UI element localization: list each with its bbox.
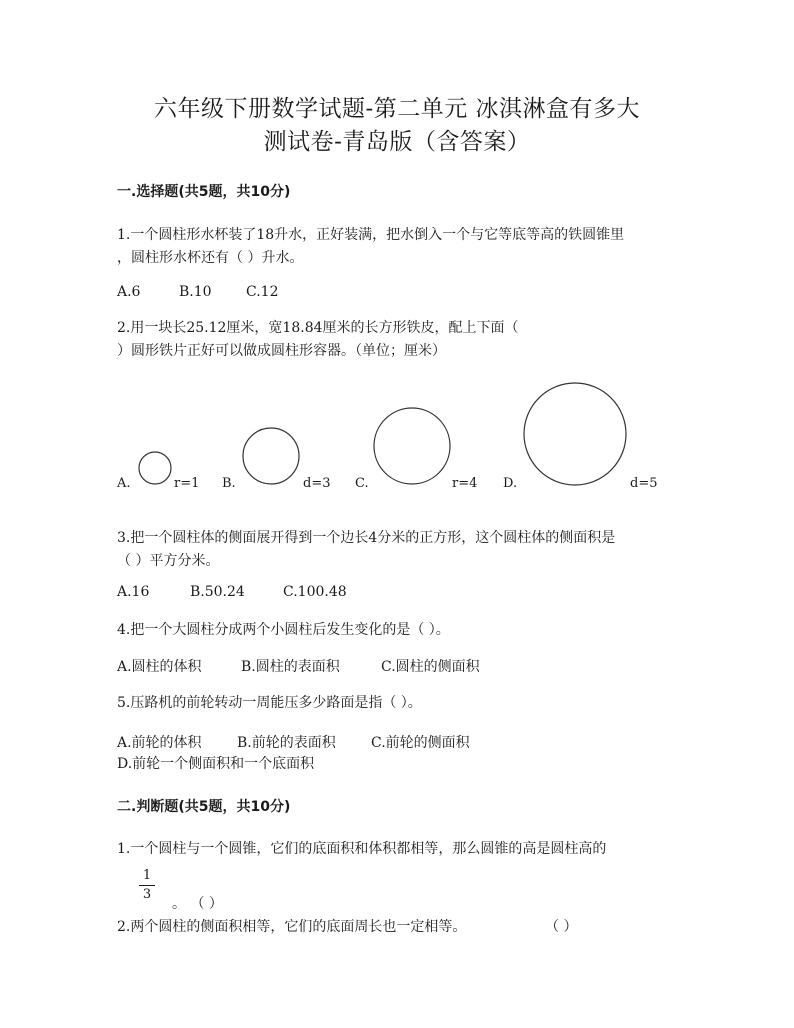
q3-option-b: B.50.24 [190, 584, 245, 600]
j1-fraction [139, 868, 155, 903]
circle-b [243, 428, 299, 484]
j2-answer-paren: （ ） [545, 919, 578, 935]
fig-label-b: B. [222, 476, 236, 491]
j1-fraction-bar [139, 885, 155, 886]
fig-label-a: A. [117, 476, 131, 491]
section-judge-heading: 二.判断题(共5题，共10分) [117, 799, 291, 815]
title-line-2: 测试卷-青岛版（含答案） [263, 129, 531, 155]
q2-text-line-1: 2.用一块长25.12厘米，宽18.84厘米的长方形铁皮，配上下面（ [117, 320, 519, 336]
q1-text-line-1: 1.一个圆柱形水杯装了18升水，正好装满，把水倒入一个与它等底等高的铁圆锥里 [117, 227, 625, 243]
j1-text-line-1: 1.一个圆柱与一个圆锥，它们的底面积和体积都相等，那么圆锥的高是圆柱高的 [117, 841, 607, 857]
j1-answer-paren: 。 （ ） [172, 896, 223, 912]
j1-fraction-numerator: 1 [142, 868, 152, 883]
q4-option-c: C.圆柱的侧面积 [381, 659, 480, 675]
circle-c [374, 408, 450, 484]
q1-option-c: C.12 [246, 284, 279, 300]
circle-a [139, 452, 171, 484]
fig-dim-c: r=4 [452, 476, 478, 491]
q5-option-d: D.前轮一个侧面积和一个底面积 [117, 756, 315, 772]
q3-option-a: A.16 [117, 584, 150, 600]
q5-text-line-1: 5.压路机的前轮转动一周能压多少路面是指（ ）。 [117, 695, 422, 711]
q1-text-line-2: ，圆柱形水杯还有（ ）升水。 [117, 250, 304, 266]
section-choice-heading: 一.选择题(共5题，共10分) [117, 184, 291, 200]
fig-dim-a: r=1 [174, 476, 200, 491]
title-line-1: 六年级下册数学试题-第二单元 冰淇淋盒有多大 [153, 96, 641, 122]
fig-label-d: D. [503, 476, 518, 491]
q1-option-b: B.10 [179, 284, 212, 300]
q5-option-a: A.前轮的体积 [117, 735, 202, 751]
q3-options [117, 584, 347, 600]
q5-option-b: B.前轮的表面积 [237, 735, 336, 751]
q3-text-line-2: （ ）平方分米。 [117, 553, 220, 569]
q5-option-c: C.前轮的侧面积 [371, 735, 470, 751]
q1-options [117, 284, 278, 300]
q4-text-line-1: 4.把一个大圆柱分成两个小圆柱后发生变化的是（ ）。 [117, 622, 450, 638]
fig-dim-b: d=3 [303, 476, 331, 491]
j2-text-line-1: 2.两个圆柱的侧面积相等，它们的底面周长也一定相等。 [117, 919, 467, 935]
fig-dim-d: d=5 [630, 476, 658, 491]
q4-option-a: A.圆柱的体积 [117, 659, 202, 675]
fig-label-c: C. [355, 476, 369, 491]
q3-option-c: C.100.48 [283, 584, 347, 600]
q5-options [117, 732, 470, 752]
q1-option-a: A.6 [117, 284, 141, 300]
j1-fraction-denominator: 3 [142, 887, 152, 902]
q3-text-line-1: 3.把一个圆柱体的侧面展开得到一个边长4分米的正方形，这个圆柱体的侧面积是 [117, 530, 616, 546]
q4-option-b: B.圆柱的表面积 [241, 659, 340, 675]
q4-options [117, 656, 480, 676]
q2-text-line-2: ）圆形铁片正好可以做成圆柱形容器。（单位；厘米） [117, 343, 446, 359]
circle-d [524, 383, 626, 485]
